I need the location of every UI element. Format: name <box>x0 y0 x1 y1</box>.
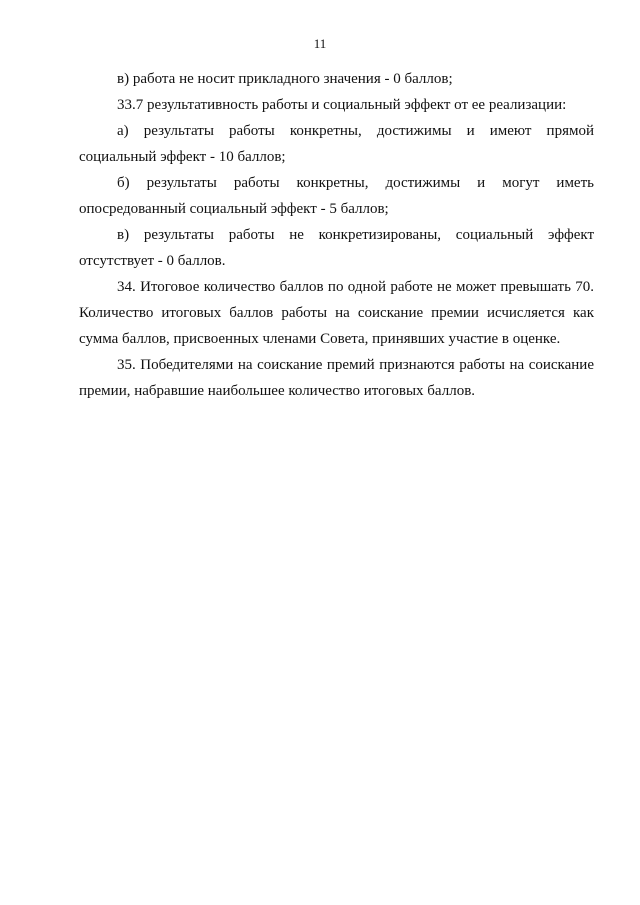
document-body <box>79 66 594 404</box>
paragraph-item-v-applied: в) работа не носит прикладного значения - 0 баллов; <box>117 71 453 87</box>
page-number: 11 <box>313 36 327 51</box>
paragraph-section-34: 34. Итоговое количество баллов по одной работе не может превышать 70. Количество итоговых баллов работы на соискание премии исчисляется как сумма баллов, присвоенных членами Совета, принявших участие в оценке. <box>79 279 594 347</box>
paragraph-item-b-indirect-effect: б) результаты работы конкретны, достижимы и могут иметь опосредованный социальный эффект - 5 баллов; <box>79 175 594 217</box>
paragraph-section-35: 35. Победителями на соискание премий признаются работы на соискание премии, набравшие наибольшее количество итоговых баллов. <box>79 357 594 399</box>
paragraph-section-33-7: 33.7 результативность работы и социальный эффект от ее реализации: <box>117 97 567 113</box>
paragraph-item-v-no-effect: в) результаты работы не конкретизированы, социальный эффект отсутствует - 0 баллов. <box>79 227 594 269</box>
paragraph-item-a-direct-effect: а) результаты работы конкретны, достижимы и имеют прямой социальный эффект - 10 баллов; <box>79 123 594 165</box>
